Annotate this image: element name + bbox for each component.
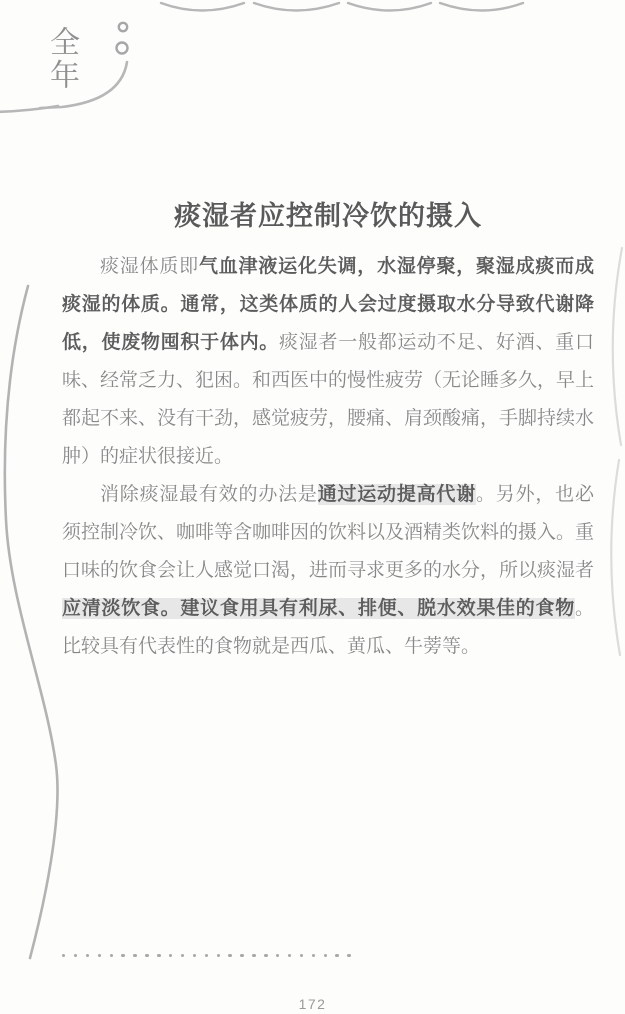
dot-icon <box>62 954 65 957</box>
page-number: 172 <box>298 996 327 1012</box>
highlighted-text-segment: 通过运动提高代谢 <box>317 484 477 505</box>
dot-icon <box>252 954 255 957</box>
dot-icon <box>217 954 220 957</box>
dot-icon <box>300 954 303 957</box>
footer-dots-decoration <box>62 954 351 957</box>
dot-icon <box>240 954 243 957</box>
dot-icon <box>86 954 89 957</box>
chapter-title: 痰湿者应控制冷饮的摄入 <box>174 201 482 232</box>
small-ring-icon <box>117 43 128 54</box>
season-label: 全年 <box>45 26 78 92</box>
dot-icon <box>145 954 148 957</box>
dot-icon <box>193 954 196 957</box>
dot-icon <box>335 954 338 957</box>
dot-icon <box>110 954 113 957</box>
dot-icon <box>74 954 77 957</box>
text-segment: 消除痰湿最有效的办法是 <box>100 484 318 505</box>
highlighted-text-segment: 应清淡饮食。建议食用具有利尿、排便、脱水效果佳的食物 <box>62 598 575 619</box>
body-text <box>62 248 594 666</box>
text-segment: 痰湿体质即 <box>100 256 199 277</box>
dot-icon <box>264 954 267 957</box>
dot-icon <box>312 954 315 957</box>
dot-icon <box>169 954 172 957</box>
dot-icon <box>276 954 279 957</box>
small-ring-icon <box>119 23 127 31</box>
paragraph <box>62 248 594 476</box>
dot-icon <box>133 954 136 957</box>
dot-icon <box>288 954 291 957</box>
dot-icon <box>324 954 327 957</box>
dot-icon <box>228 954 231 957</box>
paragraph <box>62 476 594 666</box>
text-segment: 。另外，也必须控制冷饮、咖啡等含咖啡因的饮料以及酒精类饮料的摄入。重口味的饮食会让人感觉口渴，进而寻求更多的水分，所以痰湿者 <box>62 484 595 581</box>
text-segment: 。比较具有代表性的食物就是西瓜、黄瓜、牛蒡等。 <box>62 598 594 657</box>
dot-icon <box>205 954 208 957</box>
scallop-border-decoration <box>0 0 625 130</box>
corner-curve-decoration <box>0 0 160 130</box>
dot-icon <box>157 954 160 957</box>
text-segment: 气血津液运化失调，水湿停聚，聚湿成痰而成痰湿的体质。通常，这类体质的人会过度摄取水分导致代谢降低，使废物囤积于体内。 <box>62 256 594 353</box>
dot-icon <box>121 954 124 957</box>
dot-icon <box>181 954 184 957</box>
dot-icon <box>347 954 350 957</box>
dot-icon <box>98 954 101 957</box>
text-segment: 痰湿者一般都运动不足、好酒、重口味、经常乏力、犯困。和西医中的慢性疲劳（无论睡多久，早上都起不来、没有干劲，感觉疲劳，腰痛、肩颈酸痛，手脚持续水肿）的症状很接近。 <box>62 332 595 467</box>
